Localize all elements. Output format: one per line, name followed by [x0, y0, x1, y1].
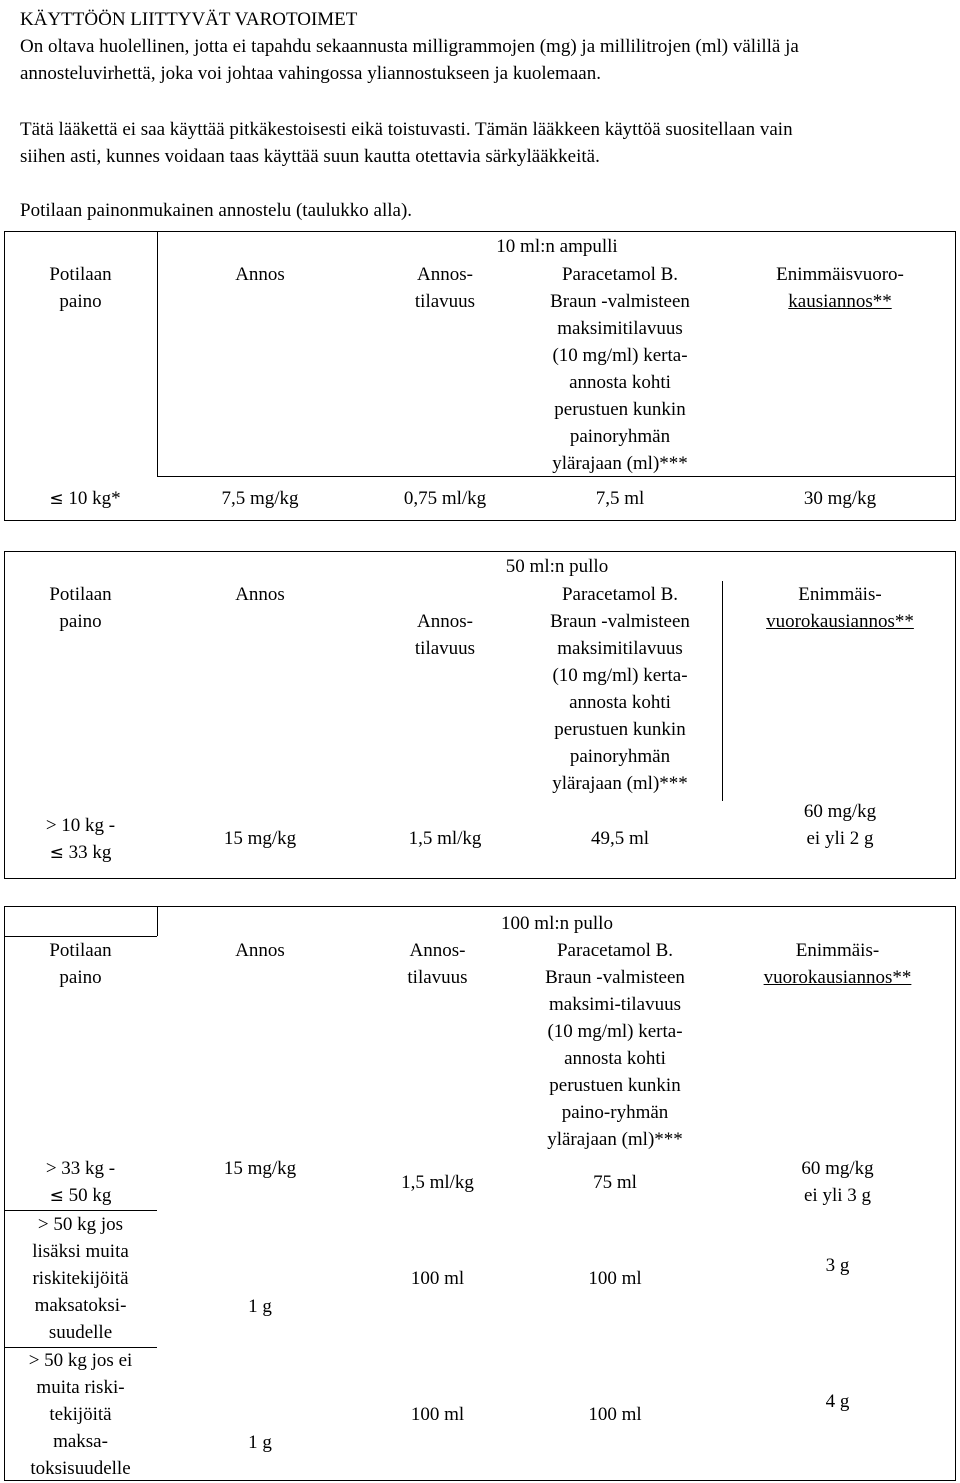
warning-line-2: annosteluvirhettä, joka voi johtaa vahingossa yliannostukseen ja kuolemaan.	[20, 63, 601, 84]
cell-volume: 100 ml	[410, 1268, 465, 1289]
cell-daily-max: 30 mg/kg	[803, 488, 877, 509]
column-divider	[157, 231, 158, 477]
header-daily-max: Enimmäisvuoro- kausiannos**	[776, 264, 904, 312]
cell-dose: 7,5 mg/kg	[221, 488, 299, 509]
cell-max-volume: 75 ml	[593, 1172, 637, 1193]
cell-max-volume: 100 ml	[588, 1268, 642, 1289]
usage-line-1: Tätä lääkettä ei saa käyttää pitkäkestoisesti eikä toistuvasti. Tämän lääkkeen käyttöä suositellaan vain	[20, 119, 793, 140]
cell-volume: 0,75 ml/kg	[403, 488, 487, 509]
table-row: > 50 kg jos lisäksi muita riskitekijöitä maksatoksi- suudelle	[32, 1214, 129, 1343]
header-daily-max: Enimmäis- vuorokausiannos**	[763, 940, 912, 988]
cell-daily-max: 3 g	[825, 1255, 850, 1276]
header-volume: Annos- tilavuus	[414, 264, 476, 312]
cell-max-volume: 7,5 ml	[595, 488, 645, 509]
cell-max-volume: 100 ml	[588, 1404, 642, 1425]
header-max-volume: Paracetamol B. Braun -valmisteen maksimitilavuus (10 mg/ml) kerta- annosta kohti perustuen kunkin painoryhmän ylärajaan (ml)***	[550, 264, 690, 474]
cell-volume: 1,5 ml/kg	[408, 828, 482, 849]
header-daily-max: Enimmäis- vuorokausiannos**	[766, 584, 914, 632]
header-max-volume: Paracetamol B. Braun -valmisteen maksimitilavuus (10 mg/ml) kerta- annosta kohti perustuen kunkin painoryhmän ylärajaan (ml)***	[550, 584, 690, 794]
header-dose: Annos	[235, 940, 285, 961]
header-weight: Potilaan paino	[49, 940, 112, 988]
header-dose: Annos	[235, 584, 285, 605]
header-volume: Annos- tilavuus	[407, 940, 468, 988]
warning-line-1: On oltava huolellinen, jotta ei tapahdu sekaannusta milligrammojen (mg) ja millilitrojen (ml) välillä ja	[20, 36, 799, 57]
header-weight: Potilaan paino	[49, 264, 112, 312]
cell-volume: 1,5 ml/kg	[401, 1172, 474, 1193]
cell-daily-max: 60 mg/kg ei yli 3 g	[801, 1158, 874, 1206]
cell-dose: 15 mg/kg	[223, 828, 297, 849]
cell-daily-max: 60 mg/kg ei yli 2 g	[803, 801, 877, 849]
cell-dose: 15 mg/kg	[223, 1158, 297, 1179]
usage-line-2: siihen asti, kunnes voidaan taas käyttää suun kautta otettavia särkylääkkeitä.	[20, 146, 600, 167]
table-row: > 33 kg - ≤ 50 kg	[45, 1158, 116, 1206]
table-caption: 10 ml:n ampulli	[496, 236, 618, 257]
header-dose: Annos	[235, 264, 285, 285]
cell-volume: 100 ml	[410, 1404, 465, 1425]
table-caption: 50 ml:n pullo	[505, 556, 609, 577]
cell-weight: ≤ 10 kg*	[49, 488, 121, 509]
dosing-intro: Potilaan painonmukainen annostelu (taulukko alla).	[20, 200, 413, 221]
cell-daily-max: 4 g	[825, 1391, 850, 1412]
cell-dose: 1 g	[248, 1296, 272, 1317]
header-max-volume: Paracetamol B. Braun -valmisteen maksimi-tilavuus (10 mg/ml) kerta- annosta kohti perustuen kunkin paino-ryhmän ylärajaan (ml)***	[545, 940, 685, 1150]
header-volume: Annos- tilavuus	[414, 611, 476, 659]
cell-max-volume: 49,5 ml	[590, 828, 650, 849]
table-row: > 50 kg jos ei muita riski- tekijöitä maksa- toksisuudelle	[28, 1350, 133, 1479]
table-caption: 100 ml:n pullo	[501, 913, 613, 934]
section-title: KÄYTTÖÖN LIITTYVÄT VAROTOIMET	[20, 9, 358, 30]
header-weight: Potilaan paino	[49, 584, 112, 632]
column-divider	[722, 581, 723, 801]
cell-weight: > 10 kg - ≤ 33 kg	[45, 815, 116, 863]
cell-dose: 1 g	[248, 1432, 272, 1453]
